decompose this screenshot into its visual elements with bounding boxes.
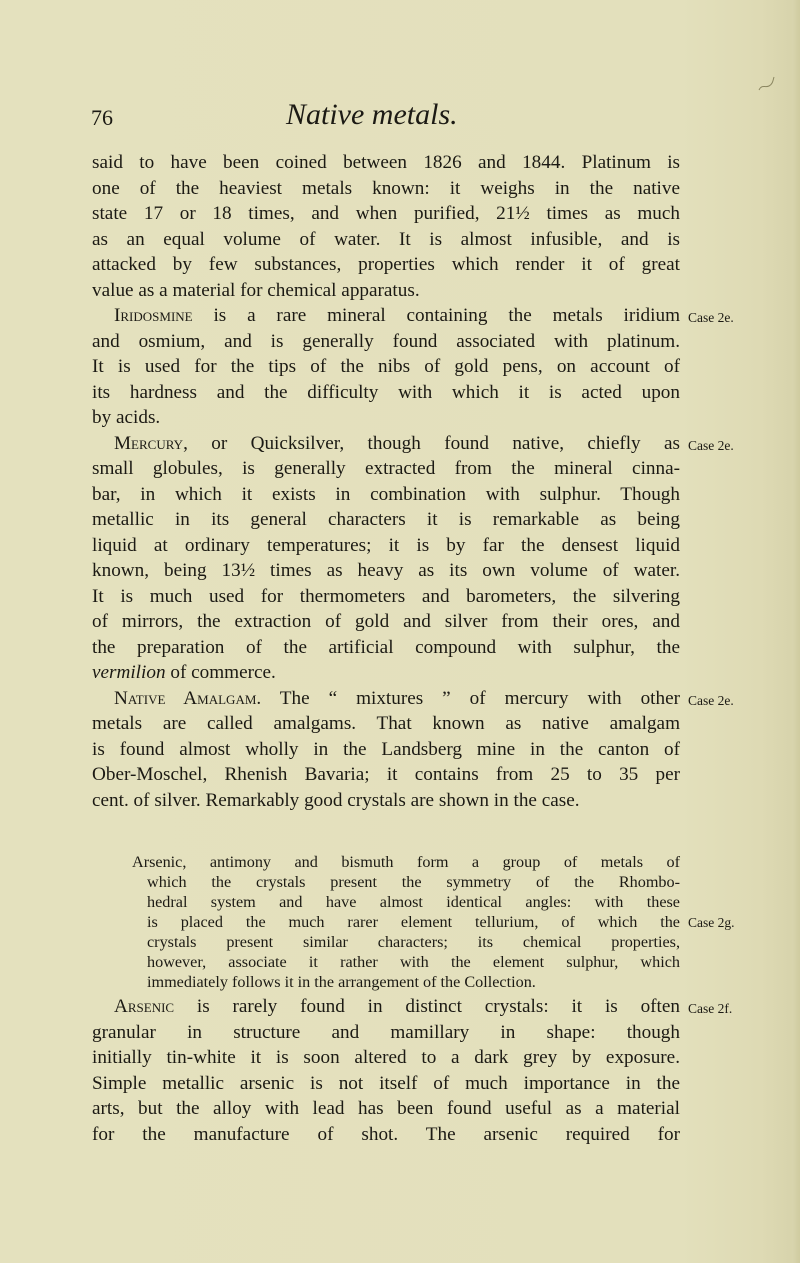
main-text — [92, 150, 734, 813]
text-line: Ober-Moschel, Rhenish Bavaria; it contains from 25 to 35 per — [92, 764, 680, 785]
text-line: It is much used for thermometers and barometers, the silvering — [92, 585, 680, 607]
entry-heading: Native Amalgam. — [114, 687, 262, 709]
paragraph-arsenic — [92, 994, 733, 1147]
text-line: known, being 13½ times as heavy as its own volume of water. — [92, 560, 680, 581]
entry-heading: Iridosmine — [114, 305, 193, 326]
text-line: hedral system and have almost identical angles: with these — [147, 893, 680, 911]
text-line: immediately follows it in the arrangement of the Collection. — [147, 973, 536, 991]
case-reference: Case 2e. — [688, 310, 734, 325]
text-line — [92, 431, 734, 457]
text-line: small globules, is generally extracted from the mineral cinna- — [92, 458, 680, 479]
text-line: one of the heaviest metals known: it weighs in the native — [92, 177, 680, 199]
text-line: state 17 or 18 times, and when purified, 21½ times as much — [92, 203, 680, 224]
case-reference: Case 2e. — [688, 692, 734, 708]
text-line — [92, 660, 680, 686]
paragraph-platinum — [92, 150, 680, 303]
text-line: attacked by few substances, properties which render it of great — [92, 254, 680, 275]
text-line: Arsenic, antimony and bismuth form a group of metals of — [132, 853, 680, 871]
text-fragment: , or Quicksilver, though found native, chiefly as — [183, 432, 680, 454]
text-fragment: is a rare mineral containing the metals iridium — [192, 305, 680, 326]
text-line — [132, 912, 735, 932]
text-line: Simple metallic arsenic is not itself of much importance in the — [92, 1072, 680, 1094]
paragraph-iridosmine — [92, 303, 734, 431]
running-title: Native metals. — [286, 98, 458, 131]
text-line: crystals present similar characters; its chemical properties, — [147, 933, 680, 951]
text-line: liquid at ordinary temperatures; it is by far the densest liquid — [92, 534, 680, 556]
pencil-mark-icon — [757, 74, 777, 94]
text-line: its hardness and the difficulty with which it is acted upon — [92, 381, 680, 403]
text-line: and osmium, and is generally found associated with platinum. — [92, 330, 680, 352]
text-line: initially tin-white it is soon altered to a dark grey by exposure. — [92, 1047, 680, 1068]
page-header — [91, 100, 691, 140]
text-line: however, associate it rather with the element sulphur, which — [147, 953, 680, 971]
text-line: cent. of silver. Remarkably good crystals are shown in the case. — [92, 789, 580, 811]
text-line: metallic in its general characters it is remarkable as being — [92, 509, 680, 530]
case-reference: Case 2e. — [688, 437, 734, 453]
paragraph-mercury — [92, 431, 734, 686]
text-line: for the manufacture of shot. The arsenic required for — [92, 1123, 680, 1145]
text-line: said to have been coined between 1826 and 1844. Platinum is — [92, 152, 680, 173]
text-line — [92, 303, 734, 329]
italic-term: vermilion — [92, 662, 166, 683]
text-line: bar, in which it exists in combination with sulphur. Though — [92, 483, 680, 505]
entry-heading: Arsenic — [114, 996, 175, 1017]
case-reference: Case 2g. — [688, 915, 735, 930]
text-line: granular in structure and mamillary in shape: though — [92, 1021, 680, 1043]
group-note — [132, 852, 735, 992]
text-line: It is used for the tips of the nibs of gold pens, on account of — [92, 356, 680, 377]
text-line — [92, 994, 733, 1020]
text-line: by acids. — [92, 407, 161, 428]
page-gutter-shadow — [792, 0, 800, 1263]
text-line: metals are called amalgams. That known as native amalgam — [92, 713, 680, 734]
text-fragment: is rarely found in distinct crystals: it is often — [174, 996, 680, 1017]
text-line: is found almost wholly in the Landsberg mine in the canton of — [92, 738, 680, 760]
text-line: which the crystals present the symmetry of the Rhombo- — [147, 873, 680, 891]
page-number: 76 — [91, 105, 113, 130]
text-line: arts, but the alloy with lead has been found useful as a material — [92, 1098, 680, 1119]
case-reference: Case 2f. — [688, 1001, 733, 1016]
paragraph-native-amalgam — [92, 686, 734, 814]
text-fragment: The “ mixtures ” of mercury with other — [261, 687, 680, 709]
text-line: value as a material for chemical apparatus. — [92, 279, 420, 301]
text-line — [92, 686, 734, 712]
entry-heading: Mercury — [114, 432, 184, 454]
text-fragment: of commerce. — [165, 662, 276, 683]
text-line: of mirrors, the extraction of gold and silver from their ores, and — [92, 611, 680, 632]
text-line: as an equal volume of water. It is almost infusible, and is — [92, 228, 680, 250]
text-line: the preparation of the artificial compound with sulphur, the — [92, 636, 680, 658]
text-fragment: is placed the much rarer element tellurium, of which the — [147, 913, 680, 931]
